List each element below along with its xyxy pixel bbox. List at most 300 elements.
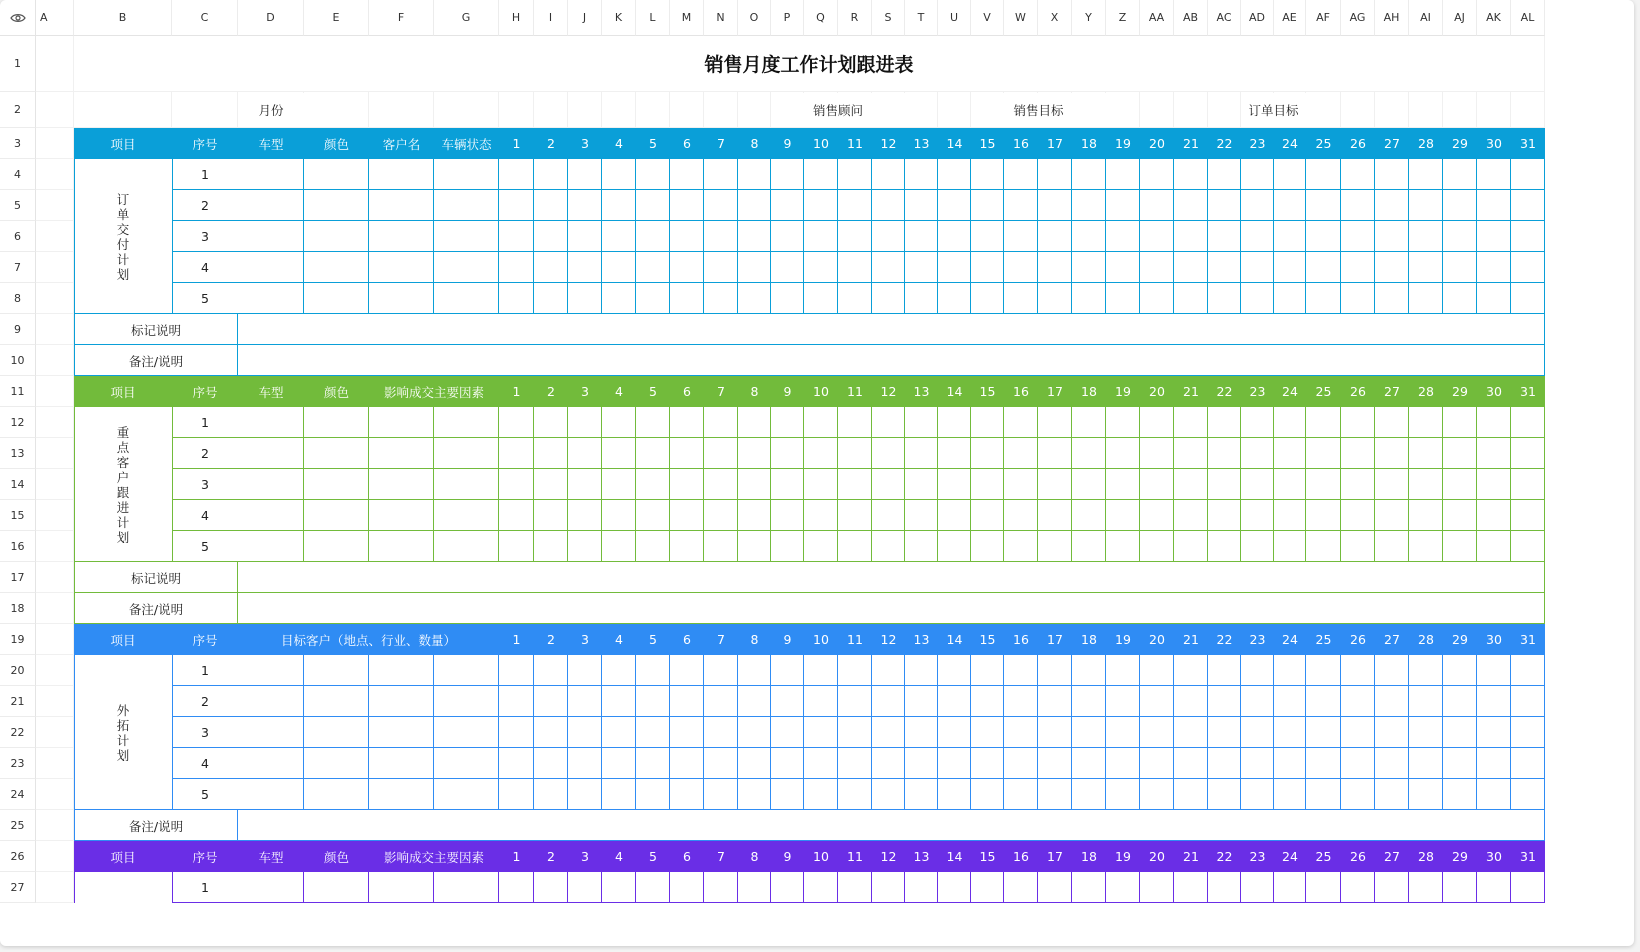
data-cell[interactable] <box>1208 748 1241 779</box>
data-cell[interactable] <box>838 252 872 283</box>
info-cell[interactable] <box>304 92 369 128</box>
data-cell[interactable] <box>1341 655 1375 686</box>
data-cell[interactable] <box>636 872 670 903</box>
data-cell[interactable] <box>1241 872 1274 903</box>
data-cell[interactable] <box>1306 500 1341 531</box>
data-cell[interactable] <box>872 159 905 190</box>
data-cell[interactable] <box>534 748 568 779</box>
column-header-e[interactable]: E <box>304 0 369 36</box>
data-cell[interactable] <box>1038 500 1072 531</box>
data-cell[interactable] <box>534 159 568 190</box>
data-cell[interactable] <box>304 159 369 190</box>
data-cell[interactable] <box>1375 283 1409 314</box>
data-cell[interactable] <box>1511 655 1545 686</box>
data-cell[interactable] <box>704 469 738 500</box>
data-cell[interactable] <box>704 717 738 748</box>
data-cell[interactable] <box>838 190 872 221</box>
cell-a23[interactable] <box>36 748 74 779</box>
data-cell[interactable] <box>1038 190 1072 221</box>
data-cell[interactable] <box>568 779 602 810</box>
data-cell[interactable] <box>804 438 838 469</box>
data-cell[interactable] <box>1511 159 1545 190</box>
data-cell[interactable] <box>1106 469 1140 500</box>
data-cell[interactable] <box>1072 717 1106 748</box>
data-cell[interactable] <box>971 190 1004 221</box>
data-cell[interactable] <box>872 748 905 779</box>
data-cell[interactable] <box>1140 748 1174 779</box>
data-cell[interactable] <box>499 252 534 283</box>
column-header-g[interactable]: G <box>434 0 499 36</box>
data-cell[interactable] <box>1004 469 1038 500</box>
data-cell[interactable] <box>568 500 602 531</box>
data-cell[interactable] <box>1341 283 1375 314</box>
column-header-al[interactable]: AL <box>1511 0 1545 36</box>
data-cell[interactable] <box>971 779 1004 810</box>
column-header-i[interactable]: I <box>534 0 568 36</box>
data-cell[interactable] <box>238 779 304 810</box>
data-cell[interactable] <box>602 221 636 252</box>
data-cell[interactable] <box>434 221 499 252</box>
data-cell[interactable] <box>1140 655 1174 686</box>
data-cell[interactable] <box>1174 190 1208 221</box>
data-cell[interactable] <box>1106 252 1140 283</box>
column-header-u[interactable]: U <box>938 0 971 36</box>
data-cell[interactable] <box>434 407 499 438</box>
data-cell[interactable] <box>704 221 738 252</box>
data-cell[interactable] <box>1038 469 1072 500</box>
data-cell[interactable] <box>771 438 804 469</box>
data-cell[interactable] <box>1174 283 1208 314</box>
data-cell[interactable] <box>1341 872 1375 903</box>
data-cell[interactable] <box>1241 190 1274 221</box>
data-cell[interactable] <box>670 190 704 221</box>
data-cell[interactable] <box>636 717 670 748</box>
data-cell[interactable] <box>1004 748 1038 779</box>
data-cell[interactable] <box>804 500 838 531</box>
data-cell[interactable] <box>771 190 804 221</box>
data-cell[interactable] <box>1477 469 1511 500</box>
data-cell[interactable] <box>499 748 534 779</box>
data-cell[interactable] <box>1038 438 1072 469</box>
data-cell[interactable] <box>872 655 905 686</box>
row-header-22[interactable]: 22 <box>0 717 36 748</box>
row-header-23[interactable]: 23 <box>0 748 36 779</box>
data-cell[interactable] <box>602 531 636 562</box>
data-cell[interactable] <box>1038 531 1072 562</box>
cell-a12[interactable] <box>36 407 74 438</box>
data-cell[interactable] <box>534 283 568 314</box>
data-cell[interactable] <box>304 531 369 562</box>
data-cell[interactable] <box>499 221 534 252</box>
row-header-24[interactable]: 24 <box>0 779 36 810</box>
data-cell[interactable] <box>1375 531 1409 562</box>
column-header-b[interactable]: B <box>74 0 172 36</box>
column-header-j[interactable]: J <box>568 0 602 36</box>
data-cell[interactable] <box>1375 872 1409 903</box>
data-cell[interactable] <box>1106 779 1140 810</box>
data-cell[interactable] <box>1208 779 1241 810</box>
data-cell[interactable] <box>804 159 838 190</box>
data-cell[interactable] <box>304 438 369 469</box>
data-cell[interactable] <box>804 717 838 748</box>
column-header-m[interactable]: M <box>670 0 704 36</box>
data-cell[interactable] <box>1274 469 1306 500</box>
data-cell[interactable] <box>1072 748 1106 779</box>
data-cell[interactable] <box>905 159 938 190</box>
data-cell[interactable] <box>1375 686 1409 717</box>
data-cell[interactable] <box>971 872 1004 903</box>
data-cell[interactable] <box>499 655 534 686</box>
data-cell[interactable] <box>971 252 1004 283</box>
data-cell[interactable] <box>1106 531 1140 562</box>
row-header-19[interactable]: 19 <box>0 624 36 655</box>
data-cell[interactable] <box>1443 190 1477 221</box>
data-cell[interactable] <box>971 717 1004 748</box>
data-cell[interactable] <box>602 500 636 531</box>
data-cell[interactable] <box>838 159 872 190</box>
data-cell[interactable] <box>1477 407 1511 438</box>
data-cell[interactable] <box>534 190 568 221</box>
data-cell[interactable] <box>771 252 804 283</box>
data-cell[interactable] <box>369 159 434 190</box>
row-header-27[interactable]: 27 <box>0 872 36 903</box>
data-cell[interactable] <box>1208 655 1241 686</box>
data-cell[interactable] <box>369 686 434 717</box>
data-cell[interactable] <box>971 686 1004 717</box>
data-cell[interactable] <box>1306 438 1341 469</box>
column-header-r[interactable]: R <box>838 0 872 36</box>
cell-a18[interactable] <box>36 593 74 624</box>
data-cell[interactable] <box>1140 469 1174 500</box>
data-cell[interactable] <box>499 686 534 717</box>
data-cell[interactable] <box>1511 221 1545 252</box>
data-cell[interactable] <box>238 283 304 314</box>
data-cell[interactable] <box>704 686 738 717</box>
data-cell[interactable] <box>670 779 704 810</box>
cell-a14[interactable] <box>36 469 74 500</box>
data-cell[interactable] <box>1409 655 1443 686</box>
data-cell[interactable] <box>838 686 872 717</box>
data-cell[interactable] <box>1511 717 1545 748</box>
data-cell[interactable] <box>238 469 304 500</box>
data-cell[interactable] <box>1341 686 1375 717</box>
cell-a27[interactable] <box>36 872 74 903</box>
data-cell[interactable] <box>1341 190 1375 221</box>
data-cell[interactable] <box>369 717 434 748</box>
data-cell[interactable] <box>238 531 304 562</box>
data-cell[interactable] <box>1477 221 1511 252</box>
footer-input[interactable] <box>238 593 1545 624</box>
data-cell[interactable] <box>1241 686 1274 717</box>
column-header-ah[interactable]: AH <box>1375 0 1409 36</box>
data-cell[interactable] <box>1004 190 1038 221</box>
data-cell[interactable] <box>499 717 534 748</box>
data-cell[interactable] <box>434 190 499 221</box>
data-cell[interactable] <box>1208 438 1241 469</box>
data-cell[interactable] <box>771 283 804 314</box>
data-cell[interactable] <box>534 531 568 562</box>
data-cell[interactable] <box>568 872 602 903</box>
data-cell[interactable] <box>1106 872 1140 903</box>
data-cell[interactable] <box>838 748 872 779</box>
data-cell[interactable] <box>1477 748 1511 779</box>
data-cell[interactable] <box>1511 748 1545 779</box>
data-cell[interactable] <box>499 190 534 221</box>
data-cell[interactable] <box>1409 438 1443 469</box>
data-cell[interactable] <box>1208 469 1241 500</box>
column-header-f[interactable]: F <box>369 0 434 36</box>
data-cell[interactable] <box>1274 190 1306 221</box>
data-cell[interactable] <box>1072 469 1106 500</box>
data-cell[interactable] <box>1477 190 1511 221</box>
data-cell[interactable] <box>1306 531 1341 562</box>
data-cell[interactable] <box>738 872 771 903</box>
column-header-ab[interactable]: AB <box>1174 0 1208 36</box>
data-cell[interactable] <box>771 469 804 500</box>
cell-a21[interactable] <box>36 686 74 717</box>
row-header-5[interactable]: 5 <box>0 190 36 221</box>
data-cell[interactable] <box>1306 779 1341 810</box>
data-cell[interactable] <box>636 221 670 252</box>
data-cell[interactable] <box>670 221 704 252</box>
data-cell[interactable] <box>1004 407 1038 438</box>
data-cell[interactable] <box>1341 717 1375 748</box>
info-cell[interactable] <box>534 92 568 128</box>
row-header-4[interactable]: 4 <box>0 159 36 190</box>
column-header-k[interactable]: K <box>602 0 636 36</box>
data-cell[interactable] <box>1341 469 1375 500</box>
data-cell[interactable] <box>1208 717 1241 748</box>
data-cell[interactable] <box>568 190 602 221</box>
data-cell[interactable] <box>938 686 971 717</box>
info-cell[interactable] <box>602 92 636 128</box>
data-cell[interactable] <box>1004 779 1038 810</box>
data-cell[interactable] <box>872 190 905 221</box>
info-cell[interactable] <box>369 92 434 128</box>
data-cell[interactable] <box>1409 717 1443 748</box>
cell-a13[interactable] <box>36 438 74 469</box>
footer-input[interactable] <box>238 314 1545 345</box>
cell-a24[interactable] <box>36 779 74 810</box>
data-cell[interactable] <box>499 407 534 438</box>
data-cell[interactable] <box>771 686 804 717</box>
data-cell[interactable] <box>434 252 499 283</box>
data-cell[interactable] <box>1174 779 1208 810</box>
data-cell[interactable] <box>872 779 905 810</box>
data-cell[interactable] <box>704 190 738 221</box>
cell-a3[interactable] <box>36 128 74 159</box>
row-header-15[interactable]: 15 <box>0 500 36 531</box>
data-cell[interactable] <box>1072 221 1106 252</box>
data-cell[interactable] <box>971 159 1004 190</box>
data-cell[interactable] <box>1375 500 1409 531</box>
data-cell[interactable] <box>704 407 738 438</box>
row-header-3[interactable]: 3 <box>0 128 36 159</box>
data-cell[interactable] <box>304 655 369 686</box>
cell-a4[interactable] <box>36 159 74 190</box>
data-cell[interactable] <box>1409 407 1443 438</box>
data-cell[interactable] <box>1038 748 1072 779</box>
data-cell[interactable] <box>938 283 971 314</box>
data-cell[interactable] <box>1375 407 1409 438</box>
data-cell[interactable] <box>238 190 304 221</box>
data-cell[interactable] <box>1306 221 1341 252</box>
cell-a16[interactable] <box>36 531 74 562</box>
cell-a8[interactable] <box>36 283 74 314</box>
data-cell[interactable] <box>872 407 905 438</box>
data-cell[interactable] <box>534 252 568 283</box>
data-cell[interactable] <box>704 438 738 469</box>
data-cell[interactable] <box>1511 252 1545 283</box>
data-cell[interactable] <box>1038 655 1072 686</box>
data-cell[interactable] <box>1477 717 1511 748</box>
data-cell[interactable] <box>636 407 670 438</box>
data-cell[interactable] <box>971 531 1004 562</box>
data-cell[interactable] <box>938 469 971 500</box>
data-cell[interactable] <box>1241 748 1274 779</box>
row-header-11[interactable]: 11 <box>0 376 36 407</box>
data-cell[interactable] <box>434 872 499 903</box>
column-header-l[interactable]: L <box>636 0 670 36</box>
data-cell[interactable] <box>499 438 534 469</box>
info-cell[interactable] <box>1477 92 1511 128</box>
data-cell[interactable] <box>1106 407 1140 438</box>
data-cell[interactable] <box>1140 221 1174 252</box>
data-cell[interactable] <box>304 469 369 500</box>
data-cell[interactable] <box>238 221 304 252</box>
data-cell[interactable] <box>905 779 938 810</box>
data-cell[interactable] <box>304 252 369 283</box>
data-cell[interactable] <box>304 717 369 748</box>
data-cell[interactable] <box>1072 531 1106 562</box>
row-header-1[interactable]: 1 <box>0 36 36 92</box>
row-header-26[interactable]: 26 <box>0 841 36 872</box>
data-cell[interactable] <box>304 779 369 810</box>
data-cell[interactable] <box>568 531 602 562</box>
column-header-ak[interactable]: AK <box>1477 0 1511 36</box>
data-cell[interactable] <box>602 469 636 500</box>
data-cell[interactable] <box>369 872 434 903</box>
data-cell[interactable] <box>499 283 534 314</box>
row-header-6[interactable]: 6 <box>0 221 36 252</box>
info-cell[interactable] <box>1375 92 1409 128</box>
info-cell[interactable] <box>1140 92 1174 128</box>
data-cell[interactable] <box>838 779 872 810</box>
data-cell[interactable] <box>602 159 636 190</box>
data-cell[interactable] <box>1038 779 1072 810</box>
data-cell[interactable] <box>738 655 771 686</box>
data-cell[interactable] <box>1038 283 1072 314</box>
data-cell[interactable] <box>1208 190 1241 221</box>
data-cell[interactable] <box>304 283 369 314</box>
info-cell[interactable] <box>1208 92 1241 128</box>
data-cell[interactable] <box>1174 407 1208 438</box>
data-cell[interactable] <box>238 159 304 190</box>
data-cell[interactable] <box>434 655 499 686</box>
data-cell[interactable] <box>1241 221 1274 252</box>
data-cell[interactable] <box>938 190 971 221</box>
data-cell[interactable] <box>1174 717 1208 748</box>
data-cell[interactable] <box>1443 686 1477 717</box>
data-cell[interactable] <box>670 500 704 531</box>
data-cell[interactable] <box>568 221 602 252</box>
data-cell[interactable] <box>738 252 771 283</box>
data-cell[interactable] <box>1306 283 1341 314</box>
column-header-ad[interactable]: AD <box>1241 0 1274 36</box>
data-cell[interactable] <box>771 407 804 438</box>
data-cell[interactable] <box>905 500 938 531</box>
data-cell[interactable] <box>771 500 804 531</box>
data-cell[interactable] <box>838 531 872 562</box>
info-cell[interactable] <box>738 92 771 128</box>
data-cell[interactable] <box>1241 655 1274 686</box>
data-cell[interactable] <box>636 686 670 717</box>
row-header-14[interactable]: 14 <box>0 469 36 500</box>
data-cell[interactable] <box>738 407 771 438</box>
data-cell[interactable] <box>938 748 971 779</box>
data-cell[interactable] <box>905 190 938 221</box>
data-cell[interactable] <box>1477 159 1511 190</box>
column-header-ai[interactable]: AI <box>1409 0 1443 36</box>
column-header-ac[interactable]: AC <box>1208 0 1241 36</box>
data-cell[interactable] <box>369 221 434 252</box>
data-cell[interactable] <box>704 252 738 283</box>
data-cell[interactable] <box>1174 872 1208 903</box>
data-cell[interactable] <box>1274 748 1306 779</box>
data-cell[interactable] <box>738 469 771 500</box>
data-cell[interactable] <box>1072 779 1106 810</box>
column-header-c[interactable]: C <box>172 0 238 36</box>
data-cell[interactable] <box>804 407 838 438</box>
row-header-16[interactable]: 16 <box>0 531 36 562</box>
data-cell[interactable] <box>670 469 704 500</box>
data-cell[interactable] <box>905 438 938 469</box>
column-header-y[interactable]: Y <box>1072 0 1106 36</box>
info-cell[interactable] <box>568 92 602 128</box>
data-cell[interactable] <box>1004 655 1038 686</box>
data-cell[interactable] <box>369 748 434 779</box>
data-cell[interactable] <box>1208 686 1241 717</box>
data-cell[interactable] <box>1511 531 1545 562</box>
data-cell[interactable] <box>1306 159 1341 190</box>
data-cell[interactable] <box>568 748 602 779</box>
data-cell[interactable] <box>1072 159 1106 190</box>
data-cell[interactable] <box>1072 872 1106 903</box>
data-cell[interactable] <box>534 655 568 686</box>
data-cell[interactable] <box>905 717 938 748</box>
data-cell[interactable] <box>602 779 636 810</box>
data-cell[interactable] <box>434 469 499 500</box>
data-cell[interactable] <box>1409 159 1443 190</box>
info-cell[interactable] <box>905 92 938 128</box>
row-header-10[interactable]: 10 <box>0 345 36 376</box>
data-cell[interactable] <box>1443 252 1477 283</box>
data-cell[interactable] <box>1511 686 1545 717</box>
data-cell[interactable] <box>938 531 971 562</box>
data-cell[interactable] <box>670 686 704 717</box>
data-cell[interactable] <box>704 283 738 314</box>
data-cell[interactable] <box>1477 438 1511 469</box>
data-cell[interactable] <box>1072 252 1106 283</box>
data-cell[interactable] <box>1443 159 1477 190</box>
data-cell[interactable] <box>304 686 369 717</box>
data-cell[interactable] <box>568 686 602 717</box>
data-cell[interactable] <box>838 872 872 903</box>
data-cell[interactable] <box>1443 500 1477 531</box>
data-cell[interactable] <box>636 655 670 686</box>
row-header-13[interactable]: 13 <box>0 438 36 469</box>
data-cell[interactable] <box>1375 190 1409 221</box>
